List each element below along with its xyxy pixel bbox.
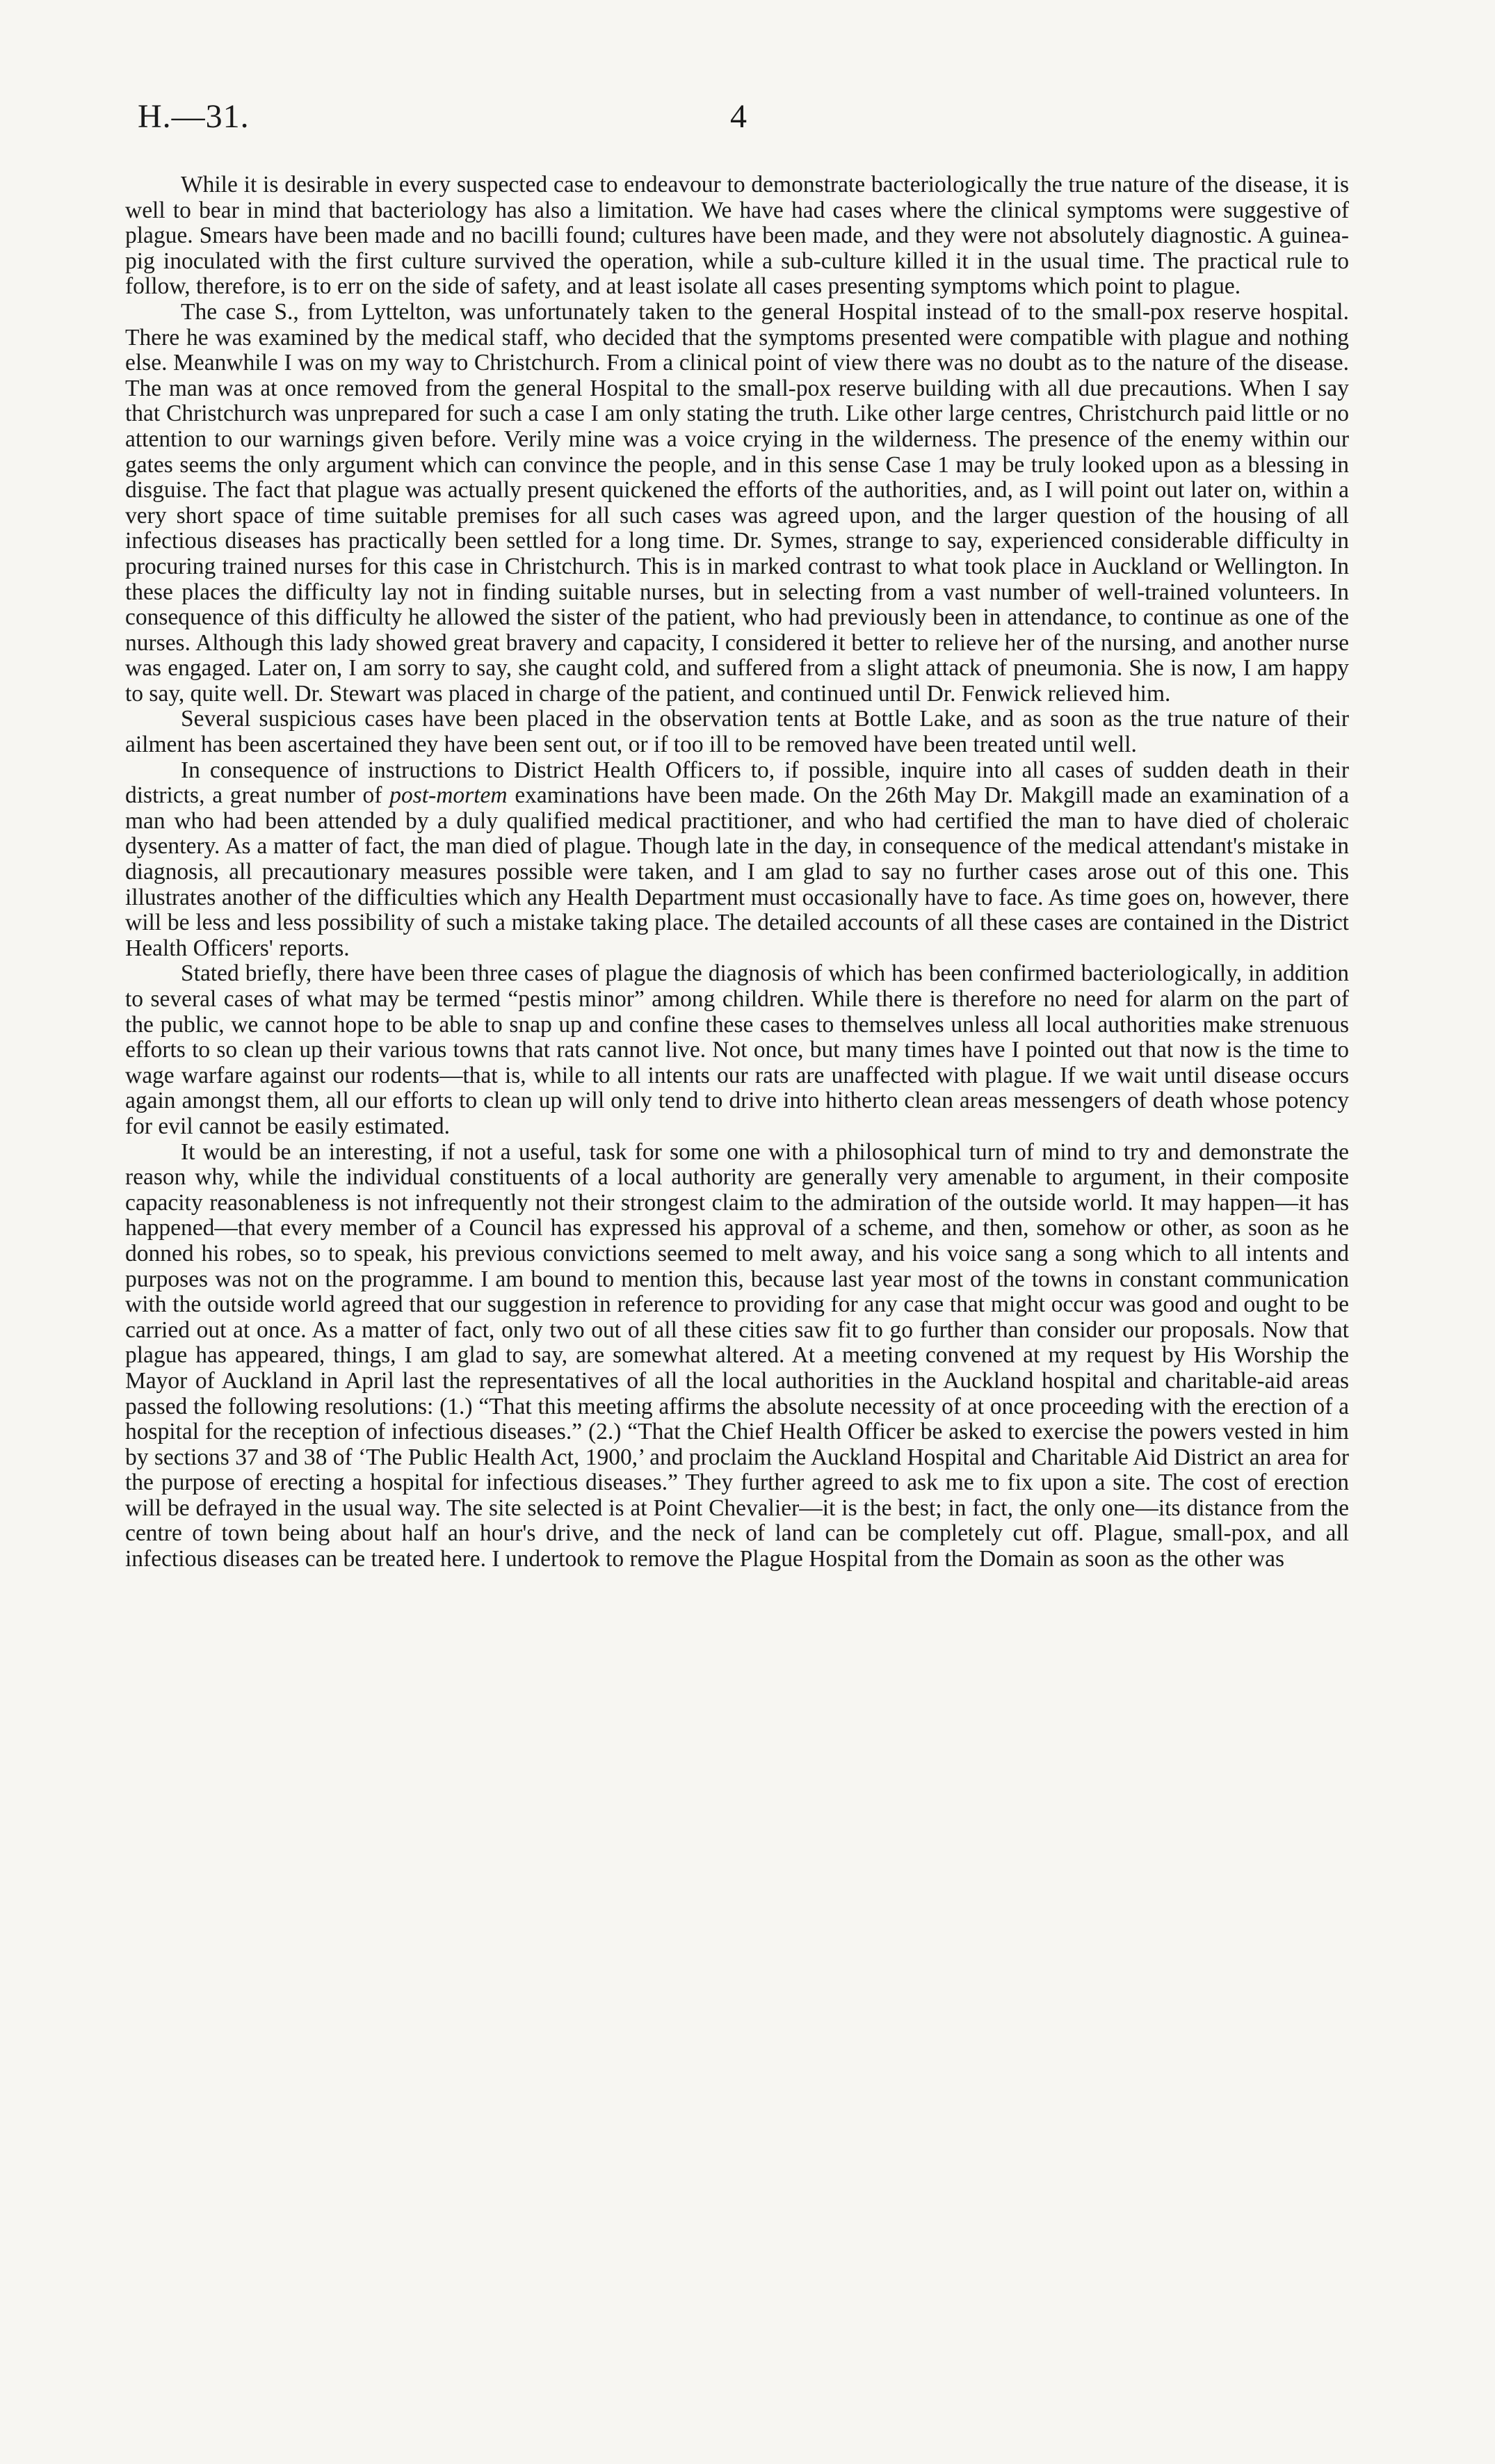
paragraph-observation-tents bbox=[125, 707, 1349, 757]
document-reference: H.—31. bbox=[138, 98, 250, 135]
paragraph-post-mortem bbox=[125, 758, 1349, 962]
paragraph-text: Several suspicious cases have been placed in the observation tents at Bottle Lake, and as soon as the true nature of their ailment has been ascertained they have been sent out, or if too ill to be removed have been treated until well. bbox=[125, 706, 1349, 758]
paragraph-local-authorities bbox=[125, 1140, 1349, 1572]
paragraph-stated-briefly bbox=[125, 961, 1349, 1139]
paragraph-text: Stated briefly, there have been three cases of plague the diagnosis of which has been confirmed bacteriologically, in addition to several cases of what may be termed “pestis minor” among children. While there is therefore no need for alarm on the part of the public, we cannot hope to be able to snap up and confine these cases to themselves unless all local authorities make strenuous efforts to so clean up their various towns that rats cannot live. Not once, but many times have I pointed out that now is the time to wage warfare against our rodents—that is, while to all intents our rats are unaffected with plague. If we wait until disease occurs again amongst them, all our efforts to clean up will only tend to drive into hitherto clean areas messengers of death whose potency for evil cannot be easily estimated. bbox=[125, 960, 1349, 1139]
body-text bbox=[125, 172, 1349, 1572]
paragraph-text: The case S., from Lyttelton, was unfortunately taken to the general Hospital instead of to the small-pox reserve hospital. There he was examined by the medical staff, who decided that the symptoms presented were compatible with plague and nothing else. Meanwhile I was on my way to Christchurch. From a clinical point of view there was no doubt as to the nature of the disease. The man was at once removed from the general Hospital to the small-pox reserve building with all due precautions. When I say that Christchurch was unprepared for such a case I am only stating the truth. Like other large centres, Christchurch paid little or no attention to our warnings given before. Verily mine was a voice crying in the wilderness. The presence of the enemy within our gates seems the only argument which can convince the people, and in this sense Case 1 may be truly looked upon as a blessing in disguise. The fact that plague was actually present quickened the efforts of the authorities, and, as I will point out later on, within a very short space of time suitable premises for all such cases was agreed upon, and the larger question of the housing of all infectious diseases has practically been settled for a long time. Dr. Symes, strange to say, experienced considerable difficulty in procuring trained nurses for this case in Christchurch. This is in marked contrast to what took place in Auckland or Wellington. In these places the difficulty lay not in finding suitable nurses, but in selecting from a vast number of well-trained volunteers. In consequence of this difficulty he allowed the sister of the patient, who had previously been in attendance, to continue as one of the nurses. Although this lady showed great bravery and capacity, I considered it better to relieve her of the nursing, and another nurse was engaged. Later on, I am sorry to say, she caught cold, and suffered from a slight attack of pneumonia. She is now, I am happy to say, quite well. Dr. Stewart was placed in charge of the patient, and continued until Dr. Fenwick relieved him. bbox=[125, 298, 1349, 707]
page-number: 4 bbox=[730, 98, 747, 135]
italic-term: post-mortem bbox=[389, 782, 508, 809]
paragraph-text: In consequence of instructions to District Health Officers to, if possible, inquire into all cases of sudden death in their districts, a great number of bbox=[125, 757, 1349, 809]
paragraph-text: It would be an interesting, if not a useful, task for some one with a philosophical turn of mind to try and demonstrate the reason why, while the individual constituents of a local authority are generally very amenable to argument, in their composite capacity reasonableness is not infrequently not their strongest claim to the admiration of the outside world. It may happen—it has happened—that every member of a Council has expressed his approval of a scheme, and then, somehow or other, as soon as he donned his robes, so to speak, his previous convictions seemed to melt away, and his voice sang a song which to all intents and purposes was not on the programme. I am bound to mention this, because last year most of the towns in constant communication with the outside world agreed that our suggestion in reference to providing for any case that might occur was good and ought to be carried out at once. As a matter of fact, only two out of all these cities saw fit to go further than consider our proposals. Now that plague has appeared, things, I am glad to say, are somewhat altered. At a meeting convened at my request by His Worship the Mayor of Auckland in April last the representatives of all the local authorities in the Auckland hospital and charitable-aid areas passed the following resolutions: (1.) “That this meeting affirms the absolute necessity of at once proceeding with the erection of a hospital for the reception of infectious diseases.” (2.) “That the Chief Health Officer be asked to exercise the powers vested in him by sections 37 and 38 of ‘The Public Health Act, 1900,’ and proclaim the Auckland Hospital and Charitable Aid District an area for the purpose of erecting a hospital for infectious diseases.” They further agreed to ask me to fix upon a site. The cost of erection will be defrayed in the usual way. The site selected is at Point Chevalier—it is the best; in fact, the only one—its distance from the centre of town being about half an hour's drive, and the neck of land can be completely cut off. Plague, small-pox, and all infectious diseases can be treated here. I undertook to remove the Plague Hospital from the Domain as soon as the other was bbox=[125, 1138, 1349, 1572]
page-header bbox=[125, 97, 1349, 153]
paragraph-case-lyttelton bbox=[125, 300, 1349, 707]
paragraph-text: While it is desirable in every suspected case to endeavour to demonstrate bacteriologically the true nature of the disease, it is well to bear in mind that bacteriology has also a limitation. We have had cases where the clinical symptoms were suggestive of plague. Smears have been made and no bacilli found; cultures have been made, and they were not absolutely diagnostic. A guinea-pig inoculated with the first culture survived the operation, while a sub-culture killed it in the usual time. The practical rule to follow, therefore, is to err on the side of safety, and at least isolate all cases presenting symptoms which point to plague. bbox=[125, 172, 1349, 300]
paragraph-text-continued: examinations have been made. On the 26th May Dr. Makgill made an examination of a man who had been attended by a duly qualified medical practitioner, and who had certified the man to have died of choleraic dysentery. As a matter of fact, the man died of plague. Though late in the day, in consequence of the medical attendant's mistake in diagnosis, all precautionary measures possible were taken, and I am glad to say no further cases arose out of this one. This illustrates another of the difficulties which any Health Department must occasionally have to face. As time goes on, however, there will be less and less possibility of such a mistake taking place. The detailed accounts of all these cases are contained in the District Health Officers' reports. bbox=[125, 782, 1349, 961]
paragraph-bacteriology-limitation bbox=[125, 172, 1349, 300]
document-page bbox=[125, 97, 1349, 1572]
